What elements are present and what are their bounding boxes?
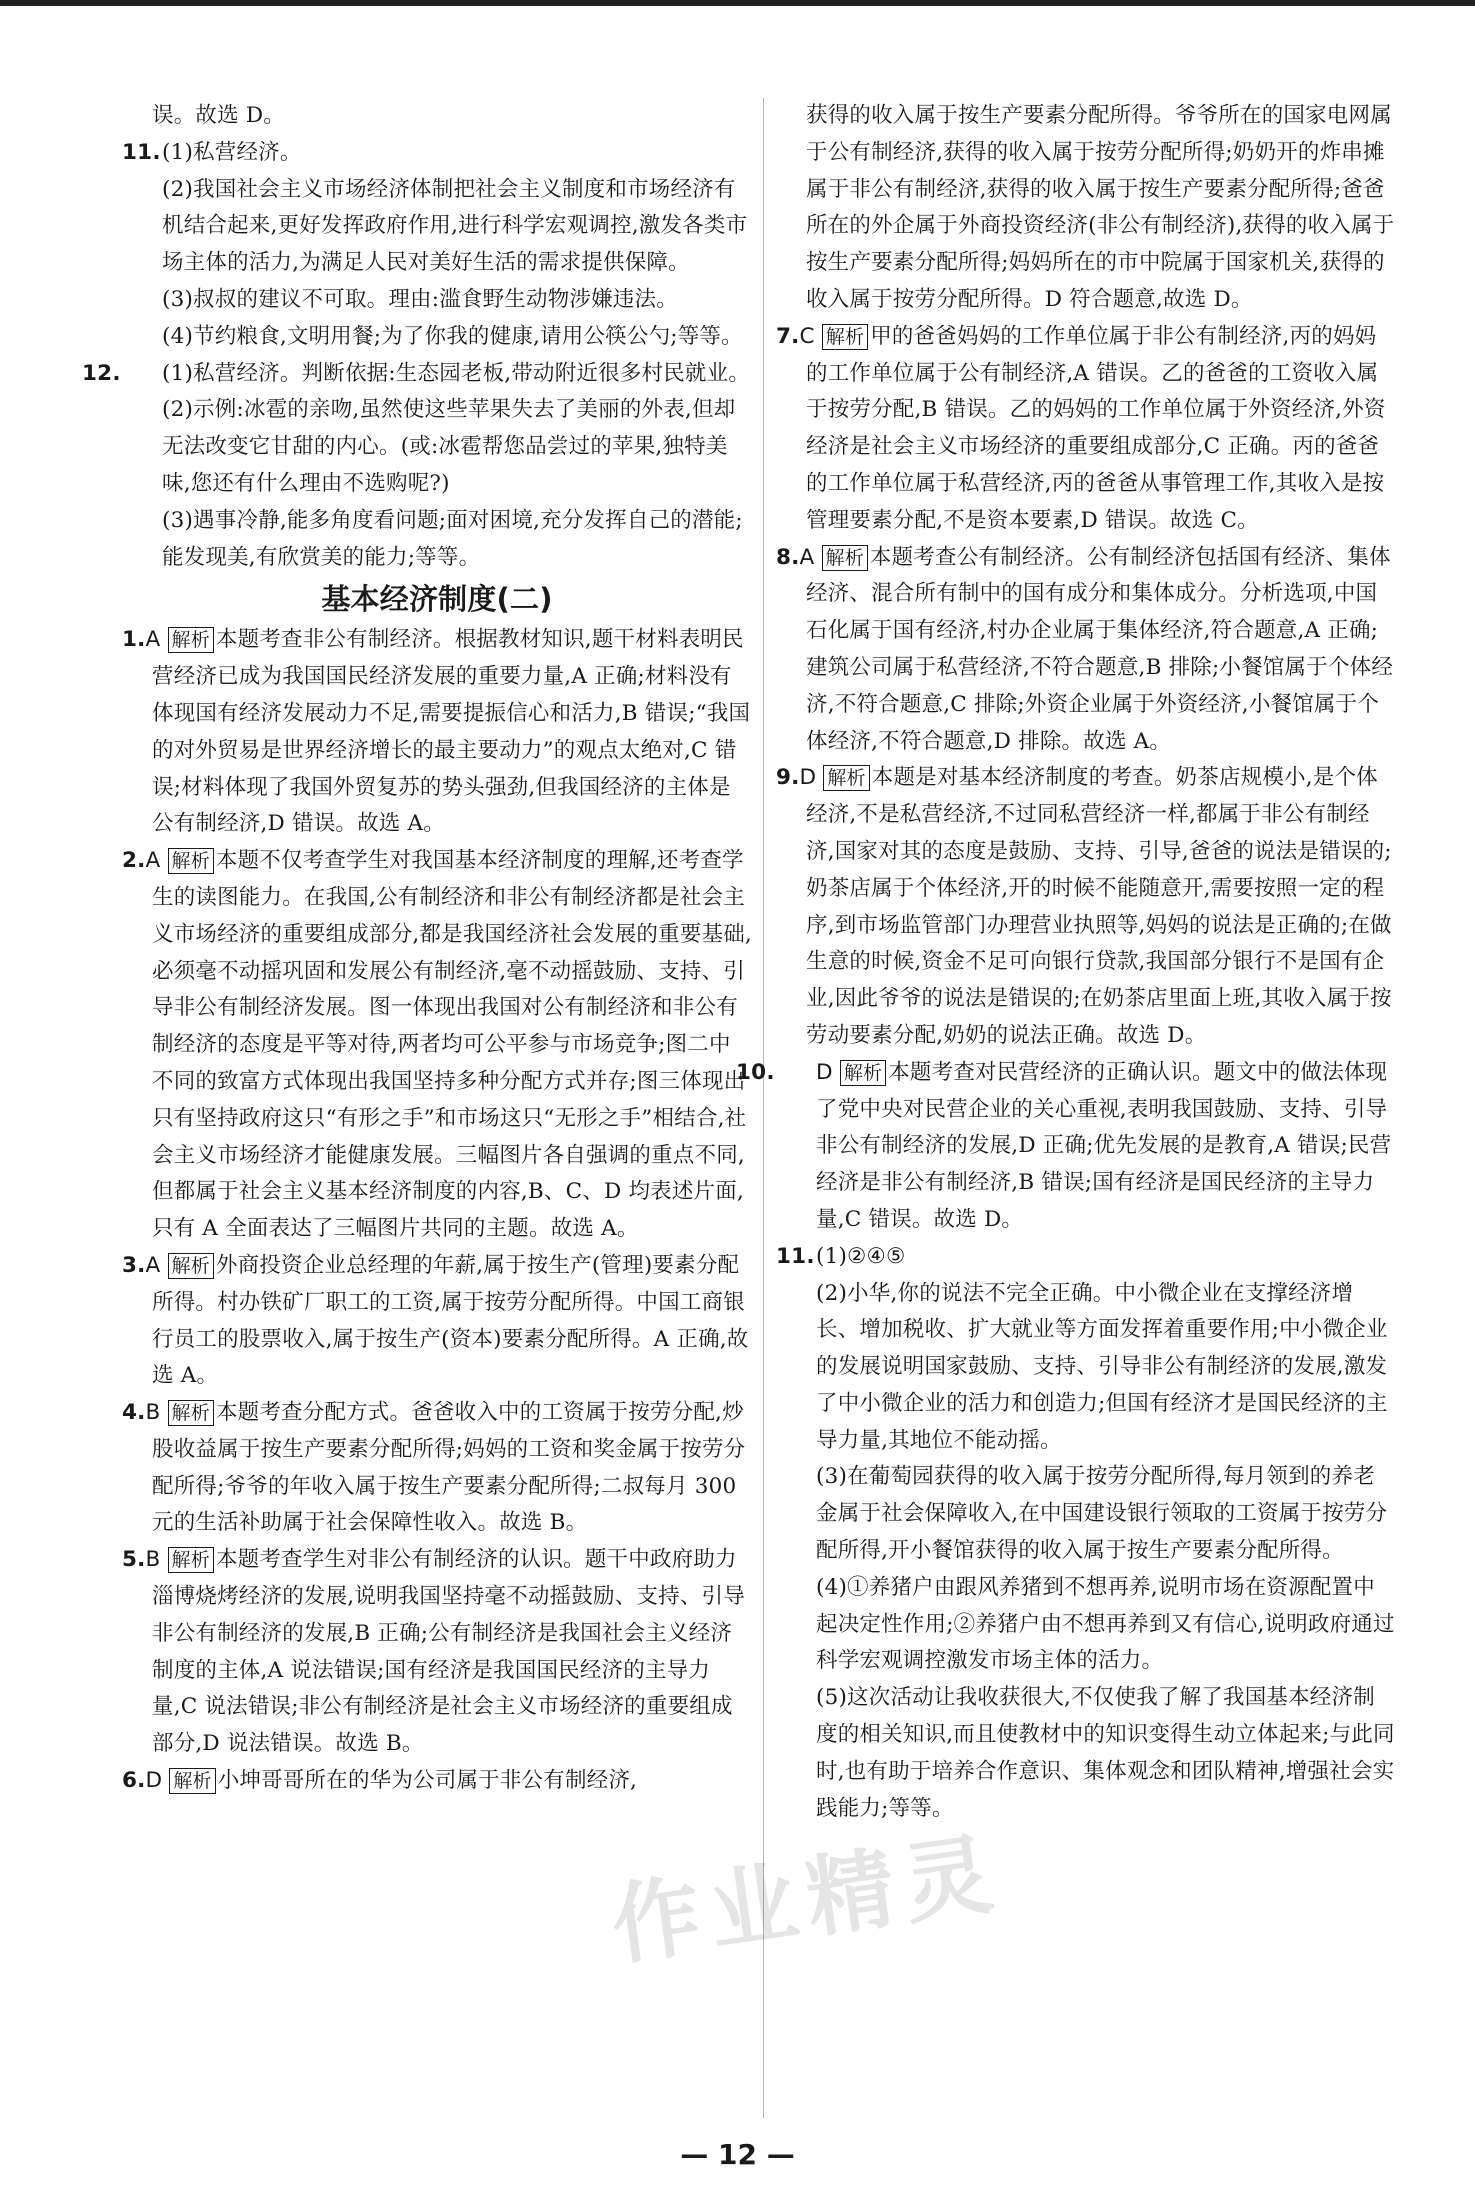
answer-item (122, 1248, 752, 1395)
answer-11-left (122, 135, 752, 356)
question-number: 11. (122, 139, 161, 165)
top-rule (0, 0, 1475, 6)
left-lead-text: 误。故选 D。 (152, 103, 285, 128)
analysis-tag: 解析 (168, 848, 214, 874)
answer-part: (3)遇事冷静,能多角度看问题;面对困境,充分发挥自己的潜能;能发现美,有欣赏美的能力;等等。 (162, 507, 743, 570)
answer-part: (4)节约粮食,文明用餐;为了你我的健康,请用公筷公勺;等等。 (162, 323, 743, 349)
right-column (736, 98, 1396, 1827)
answer-choice: D (816, 1059, 833, 1085)
analysis-tag: 解析 (840, 1060, 886, 1086)
question-number: 10. (736, 1059, 775, 1085)
answer-item (736, 1055, 1396, 1239)
answer-part: (1)私营经济。 (162, 139, 302, 165)
column-divider (763, 98, 764, 2118)
question-number: 6. (122, 1768, 146, 1794)
analysis-tag: 解析 (168, 1400, 214, 1426)
answer-part: (2)示例:冰雹的亲吻,虽然使这些苹果失去了美丽的外表,但却无法改变它甘甜的内心。(或:冰雹帮您品尝过的苹果,独特美味,您还有什么理由不选购呢?) (162, 397, 736, 496)
answer-item (122, 843, 752, 1248)
answer-part: (5)这次活动让我收获很大,不仅使我了解了我国基本经济制度的相关知识,而且使教材中的知识变得生动立体起来;与此同时,也有助于培养合作意识、集体观念和团队精神,增强社会实践能力;等等。 (816, 1685, 1395, 1821)
answer-choice: A (145, 848, 161, 874)
question-number: 2. (122, 848, 146, 874)
answer-item (122, 1395, 752, 1542)
analysis-text: 本题考查非公有制经济。根据教材知识,题干材料表明民营经济已成为我国国民经济发展的重要力量,A 正确;材料没有体现国有经济发展动力不足,需要提振信心和活力,B 错误;“我国的对外贸易是世界经济增长的最主要动力”的观点太绝对,C 错误;材料体现了我国外贸复苏的势头强劲,但我国经济的主体是公有制经济,D 错误。故选 A。 (152, 627, 751, 837)
answer-12-left (82, 356, 752, 577)
analysis-text: 外商投资企业总经理的年薪,属于按生产(管理)要素分配所得。村办铁矿厂职工的工资,属于按劳分配所得。中国工商银行员工的股票收入,属于按生产(资本)要素分配所得。A 正确,故选 A。 (152, 1252, 749, 1389)
analysis-tag: 解析 (168, 1253, 214, 1279)
answer-choice: A (145, 1252, 161, 1278)
answer-item (776, 540, 1396, 761)
answer-choice: D (145, 1768, 163, 1794)
answer-item (776, 760, 1396, 1054)
analysis-text: 本题考查分配方式。爸爸收入中的工资属于按劳分配,炒股收益属于按生产要素分配所得;妈妈的工资和奖金属于按劳分配所得;爷爷的年收入属于按生产要素分配所得;二叔每月 300 元的生活补助属于社会保障性收入。故选 B。 (152, 1400, 746, 1536)
answer-part: (1)私营经济。判断依据:生态园老板,带动附近很多村民就业。 (162, 360, 751, 386)
question-number: 3. (122, 1252, 146, 1278)
analysis-tag: 解析 (169, 1768, 215, 1794)
answer-item (122, 622, 752, 843)
left-column (82, 98, 752, 1800)
page-number: — 12 — (680, 2138, 795, 2171)
answer-part: (3)叔叔的建议不可取。理由:滥食野生动物涉嫌违法。 (162, 286, 678, 312)
section-title: 基本经济制度(二) (321, 582, 553, 617)
answer-item (776, 319, 1396, 540)
answer-item (122, 1763, 752, 1800)
answer-part: (2)小华,你的说法不完全正确。中小微企业在支撑经济增长、增加税收、扩大就业等方面发挥着重要作用;中小微企业的发展说明国家鼓励、支持、引导非公有制经济的发展,激发了中小微企业的活力和创造力;但国有经济才是国民经济的主导力量,其地位不能动摇。 (816, 1280, 1388, 1453)
question-number: 11. (776, 1243, 815, 1269)
question-number: 7. (776, 323, 800, 349)
answer-choice: D (799, 765, 817, 791)
analysis-text: 本题考查公有制经济。公有制经济包括国有经济、集体经济、混合所有制中的国有成分和集体成分。分析选项,中国石化属于国有经济,村办企业属于集体经济,符合题意,A 正确;建筑公司属于私营经济,不符合题意,B 排除;小餐馆属于个体经济,不符合题意,C 排除;外资企业属于外资经济,小餐馆属于个体经济,不符合题意,D 排除。故选 A。 (806, 544, 1394, 754)
answer-choice: A (145, 627, 161, 653)
question-number: 12. (82, 360, 121, 386)
analysis-tag: 解析 (823, 765, 869, 791)
answer-choice: A (799, 544, 815, 570)
watermark: 作业精灵 (605, 1821, 1009, 1978)
analysis-text: 本题考查对民营经济的正确认识。题文中的做法体现了党中央对民营企业的关心重视,表明我国鼓励、支持、引导非公有制经济的发展,D 正确;优先发展的是教育,A 错误;民营经济是非公有制经济,B 错误;国有经济是国民经济的主导力量,C 错误。故选 D。 (816, 1059, 1392, 1232)
answer-part: (2)我国社会主义市场经济体制把社会主义制度和市场经济有机结合起来,更好发挥政府作用,进行科学宏观调控,激发各类市场主体的活力,为满足人民对美好生活的需求提供保障。 (162, 176, 748, 276)
answer-choice: C (799, 323, 815, 349)
question-number: 8. (776, 544, 800, 570)
answer-6-continued: 获得的收入属于按生产要素分配所得。爷爷所在的国家电网属于公有制经济,获得的收入属于按劳分配所得;奶奶开的炸串摊属于非公有制经济,获得的收入属于按生产要素分配所得;爸爸所在的外企属于外商投资经济(非公有制经济),获得的收入属于按生产要素分配所得;妈妈所在的市中院属于国家机关,获得的收入属于按劳分配所得。D 符合题意,故选 D。 (806, 103, 1395, 312)
answer-part: (3)在葡萄园获得的收入属于按劳分配所得,每月领到的养老金属于社会保障收入,在中国建设银行领取的工资属于按劳分配所得,开小餐馆获得的收入属于按生产要素分配所得。 (816, 1464, 1388, 1564)
answer-part: (1)②④⑤ (816, 1243, 906, 1269)
question-number: 1. (122, 627, 146, 653)
answer-part: (4)①养猪户由跟风养猪到不想再养,说明市场在资源配置中起决定性作用;②养猪户由不想再养到又有信心,说明政府通过科学宏观调控激发市场主体的活力。 (816, 1574, 1395, 1674)
analysis-text: 本题不仅考查学生对我国基本经济制度的理解,还考查学生的读图能力。在我国,公有制经济和非公有制经济都是社会主义市场经济的重要组成部分,都是我国经济社会发展的重要基础,必须毫不动摇巩固和发展公有制经济,毫不动摇鼓励、支持、引导非公有制经济发展。图一体现出我国对公有制经济和非公有制经济的态度是平等对待,两者均可公平参与市场竞争;图二中不同的致富方式体现出我国坚持多种分配方式并存;图三体现出只有坚持政府这只“有形之手”和市场这只“无形之手”相结合,社会主义市场经济才能健康发展。三幅图片各自强调的重点不同,但都属于社会主义基本经济制度的内容,B、C、D 均表述片面,只有 A 全面表达了三幅图片共同的主题。故选 A。 (152, 848, 752, 1242)
analysis-tag: 解析 (822, 324, 868, 350)
analysis-text: 本题是对基本经济制度的考查。奶茶店规模小,是个体经济,不是私营经济,不过同私营经济一样,都属于非公有制经济,国家对其的态度是鼓励、支持、引导,爸爸的说法是错误的;奶茶店属于个体经济,开的时候不能随意开,需要按照一定的程序,到市场监管部门办理营业执照等,妈妈的说法是正确的;在做生意的时候,资金不足可向银行贷款,我国部分银行不是国有企业,因此爷爷的说法是错误的;在奶茶店里面上班,其收入属于按劳动要素分配,奶奶的说法正确。故选 D。 (806, 765, 1392, 1048)
analysis-tag: 解析 (168, 627, 214, 653)
answer-choice: B (145, 1547, 161, 1573)
analysis-tag: 解析 (168, 1547, 214, 1573)
question-number: 4. (122, 1400, 146, 1426)
answer-11-right (776, 1239, 1396, 1828)
analysis-tag: 解析 (822, 545, 868, 571)
answer-choice: B (145, 1400, 161, 1426)
analysis-text: 小坤哥哥所在的华为公司属于非公有制经济, (217, 1768, 638, 1794)
analysis-text: 本题考查学生对非公有制经济的认识。题干中政府助力淄博烧烤经济的发展,说明我国坚持毫不动摇鼓励、支持、引导非公有制经济的发展,B 正确;公有制经济是我国社会主义经济制度的主体,A 说法错误;国有经济是我国国民经济的主导力量,C 说法错误;非公有制经济是社会主义市场经济的重要组成部分,D 说法错误。故选 B。 (152, 1547, 745, 1757)
question-number: 9. (776, 765, 800, 791)
question-number: 5. (122, 1547, 146, 1573)
analysis-text: 甲的爸爸妈妈的工作单位属于非公有制经济,丙的妈妈的工作单位属于公有制经济,A 错误。乙的爸爸的工资收入属于按劳分配,B 错误。乙的妈妈的工作单位属于外资经济,外资经济是社会主义市场经济的重要组成部分,C 正确。丙的爸爸的工作单位属于私营经济,丙的爸爸从事管理工作,其收入是按管理要素分配,不是资本要素,D 错误。故选 C。 (806, 323, 1386, 533)
answer-item (122, 1542, 752, 1763)
